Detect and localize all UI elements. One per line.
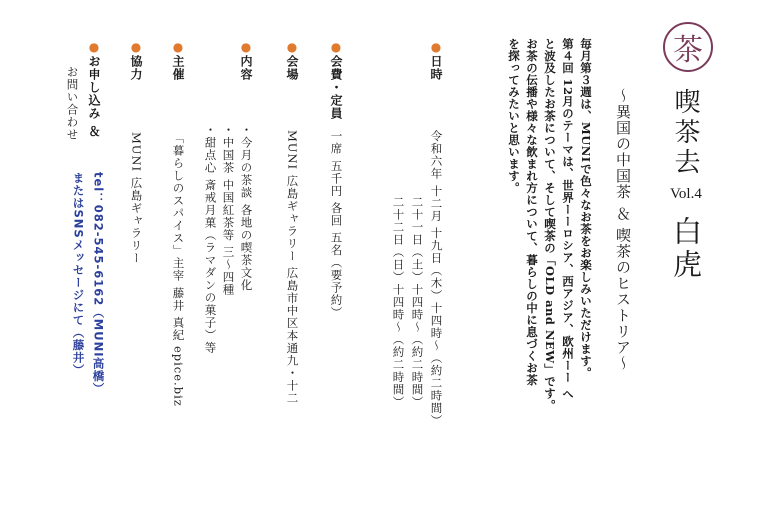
coop-heading — [130, 40, 142, 81]
content-line-1: ・今月の茶談 各地の喫茶文化 — [239, 124, 254, 292]
content-line-2: ・中国茶 中国紅茶等 三〜四種 — [221, 124, 236, 296]
bullet-marker: ● — [87, 40, 101, 55]
venue-text: MUNI 広島ギャラリー 広島市中区本通九・十二 — [285, 130, 300, 405]
bullet-marker: ● — [285, 40, 299, 55]
host-heading — [172, 40, 184, 81]
logo-char: 茶 — [673, 33, 703, 68]
intro-line-4: お茶の伝播や様々な飲まれ方について、暮らしの中に息づくお茶 — [525, 38, 539, 386]
date-line-3: 二十二日（日）十四時〜（約二時間） — [391, 196, 406, 409]
date-line-2: 二十一日（土）十四時〜（約二時間） — [410, 196, 425, 409]
content-label: 内容 — [239, 55, 253, 81]
bullet-marker: ● — [329, 40, 343, 55]
host-label: 主催 — [171, 55, 185, 81]
date-label: 日時 — [429, 55, 443, 81]
intro-line-2: 第４回 12月のテーマは、世界ーーロシア、西アジア、欧州ーー へ — [561, 38, 575, 401]
fee-text: 一席 五千円 各回 五名（要予約） — [329, 130, 344, 319]
subtitle: 〜異国の中国茶 ＆ 喫茶のヒストリア〜 — [614, 88, 632, 372]
intro-line-5: を探ってみたいと思います。 — [507, 38, 521, 194]
tea-seal-logo — [663, 22, 713, 72]
host-text: 「暮らしのスパイス」主宰 藤井 真紀 epice.biz — [171, 132, 186, 407]
intro-line-1: 毎月第３週は、MUNIで色々なお茶をお楽しみいただけます。 — [579, 38, 593, 379]
venue-label: 会場 — [285, 55, 299, 81]
coop-label: 協力 — [129, 55, 143, 81]
venue-heading — [286, 40, 298, 81]
title-vol: Vol.4 — [670, 186, 702, 202]
bullet-marker: ● — [171, 40, 185, 55]
date-line-1: 令和六年 十二月 十九日（木）十四時〜（約二時間） — [429, 130, 444, 427]
apply-heading — [88, 40, 100, 138]
tel-number: tel：082-545-6162（MUNI高橋） — [91, 172, 106, 395]
date-heading — [430, 40, 442, 81]
coop-text: MUNI 広島ギャラリー — [129, 132, 144, 265]
bullet-marker: ● — [239, 40, 253, 55]
sns-contact: またはSNSメッセージにて（藤井） — [71, 172, 86, 377]
contact-label: お問い合わせ — [65, 66, 80, 141]
intro-line-3: と波及したお茶について、そして喫茶の「OLD and NEW」です。 — [543, 38, 557, 412]
content-heading — [240, 40, 252, 81]
bullet-marker: ● — [129, 40, 143, 55]
apply-label: お申し込み ＆ — [87, 55, 101, 139]
content-line-3: ・甜点心 斎戒月菓（ラマダンの菓子）等 — [203, 124, 218, 354]
fee-heading — [330, 40, 342, 120]
title-main: 喫茶去 — [670, 88, 700, 178]
bullet-marker: ● — [429, 40, 443, 55]
title-name: 白虎 — [669, 216, 703, 282]
fee-label: 会費・定員 — [329, 55, 343, 120]
